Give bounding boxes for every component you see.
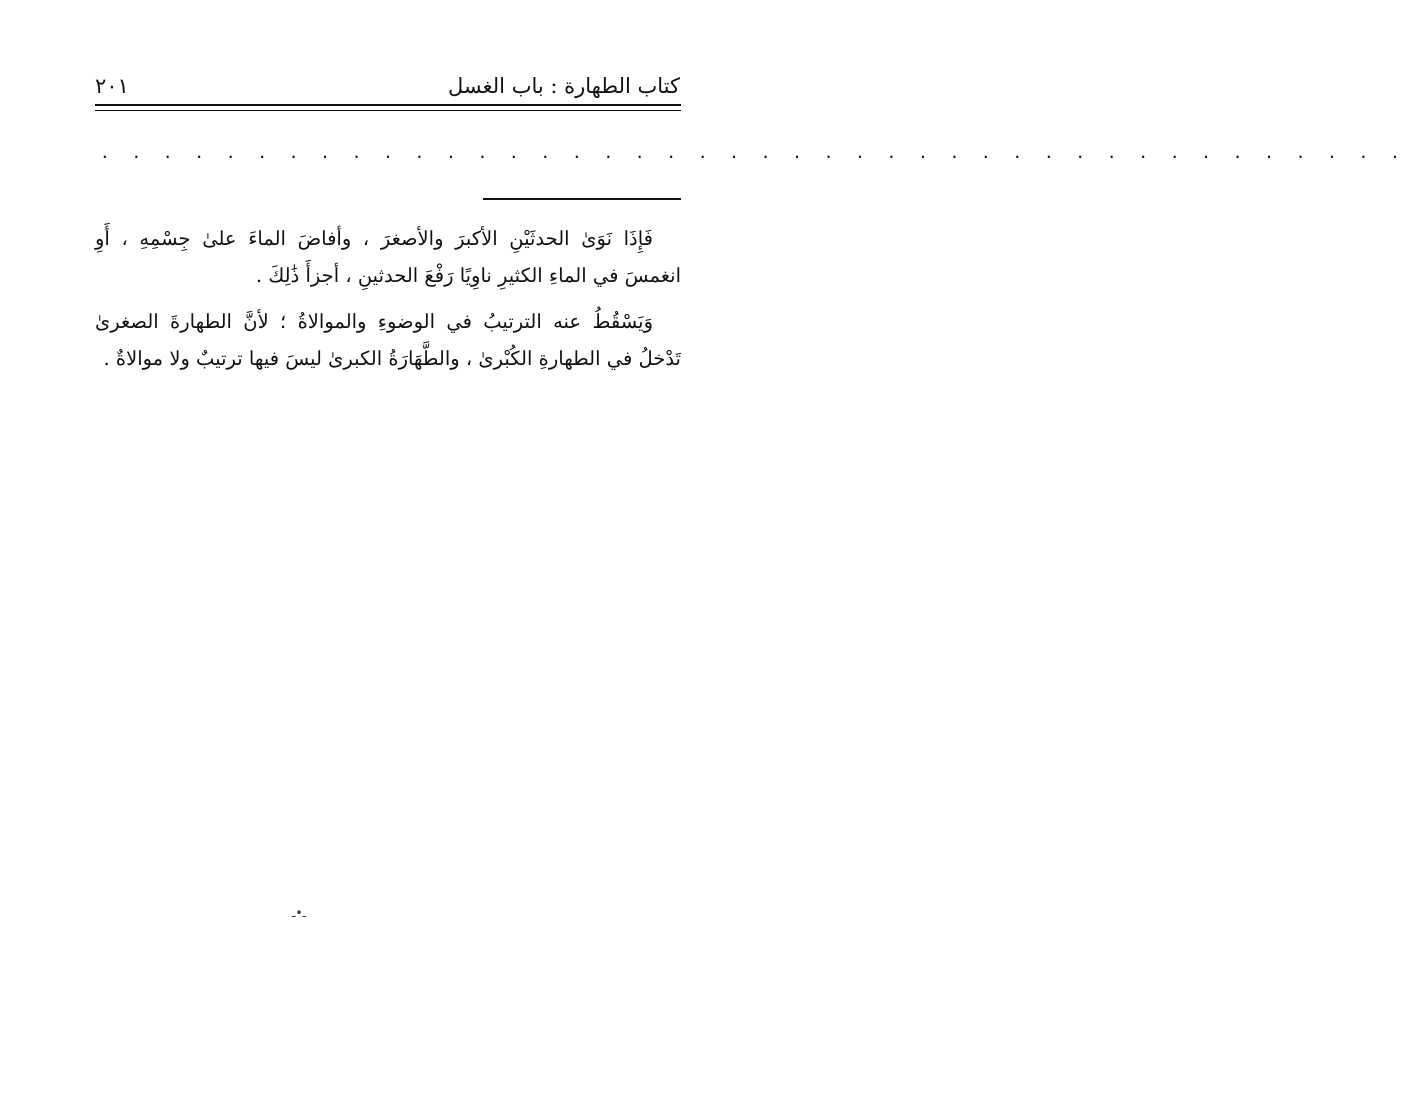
section-separator-rule [483,198,681,200]
page-end-ornament: ـ•ـ [291,906,307,920]
omission-dots: . . . . . . . . . . . . . . . . . . . . . . . . . . . . . . . . . . . . . . . . . . [100,143,1406,162]
paragraph-2: وَيَسْقُطُ عنه الترتيبُ في الوضوءِ والموالاةُ ؛ لأنَّ الطهارةَ الصغرىٰ تَدْخلُ في الطهارةِ الكُبْرىٰ ، والطَّهَارَةُ الكبرىٰ ليسَ فيها ترتيبٌ ولا موالاةٌ . [95,310,681,370]
page-number: ٢٠١ [95,74,129,98]
main-text [95,220,681,377]
header-double-rule [95,104,681,111]
page-header [95,70,680,102]
paragraph-1: فَإِذَا نَوَىٰ الحدثَيْنِ الأكبرَ والأصغرَ ، وأفاضَ الماءَ علىٰ جِسْمِهِ ، أَوِ انغمسَ في الماءِ الكثيرِ ناوِيًا رَفْعَ الحدثينِ ، أجزأَ ذَٰلِكَ . [95,227,681,287]
running-title: كتاب الطهارة : باب الغسل [448,74,680,98]
